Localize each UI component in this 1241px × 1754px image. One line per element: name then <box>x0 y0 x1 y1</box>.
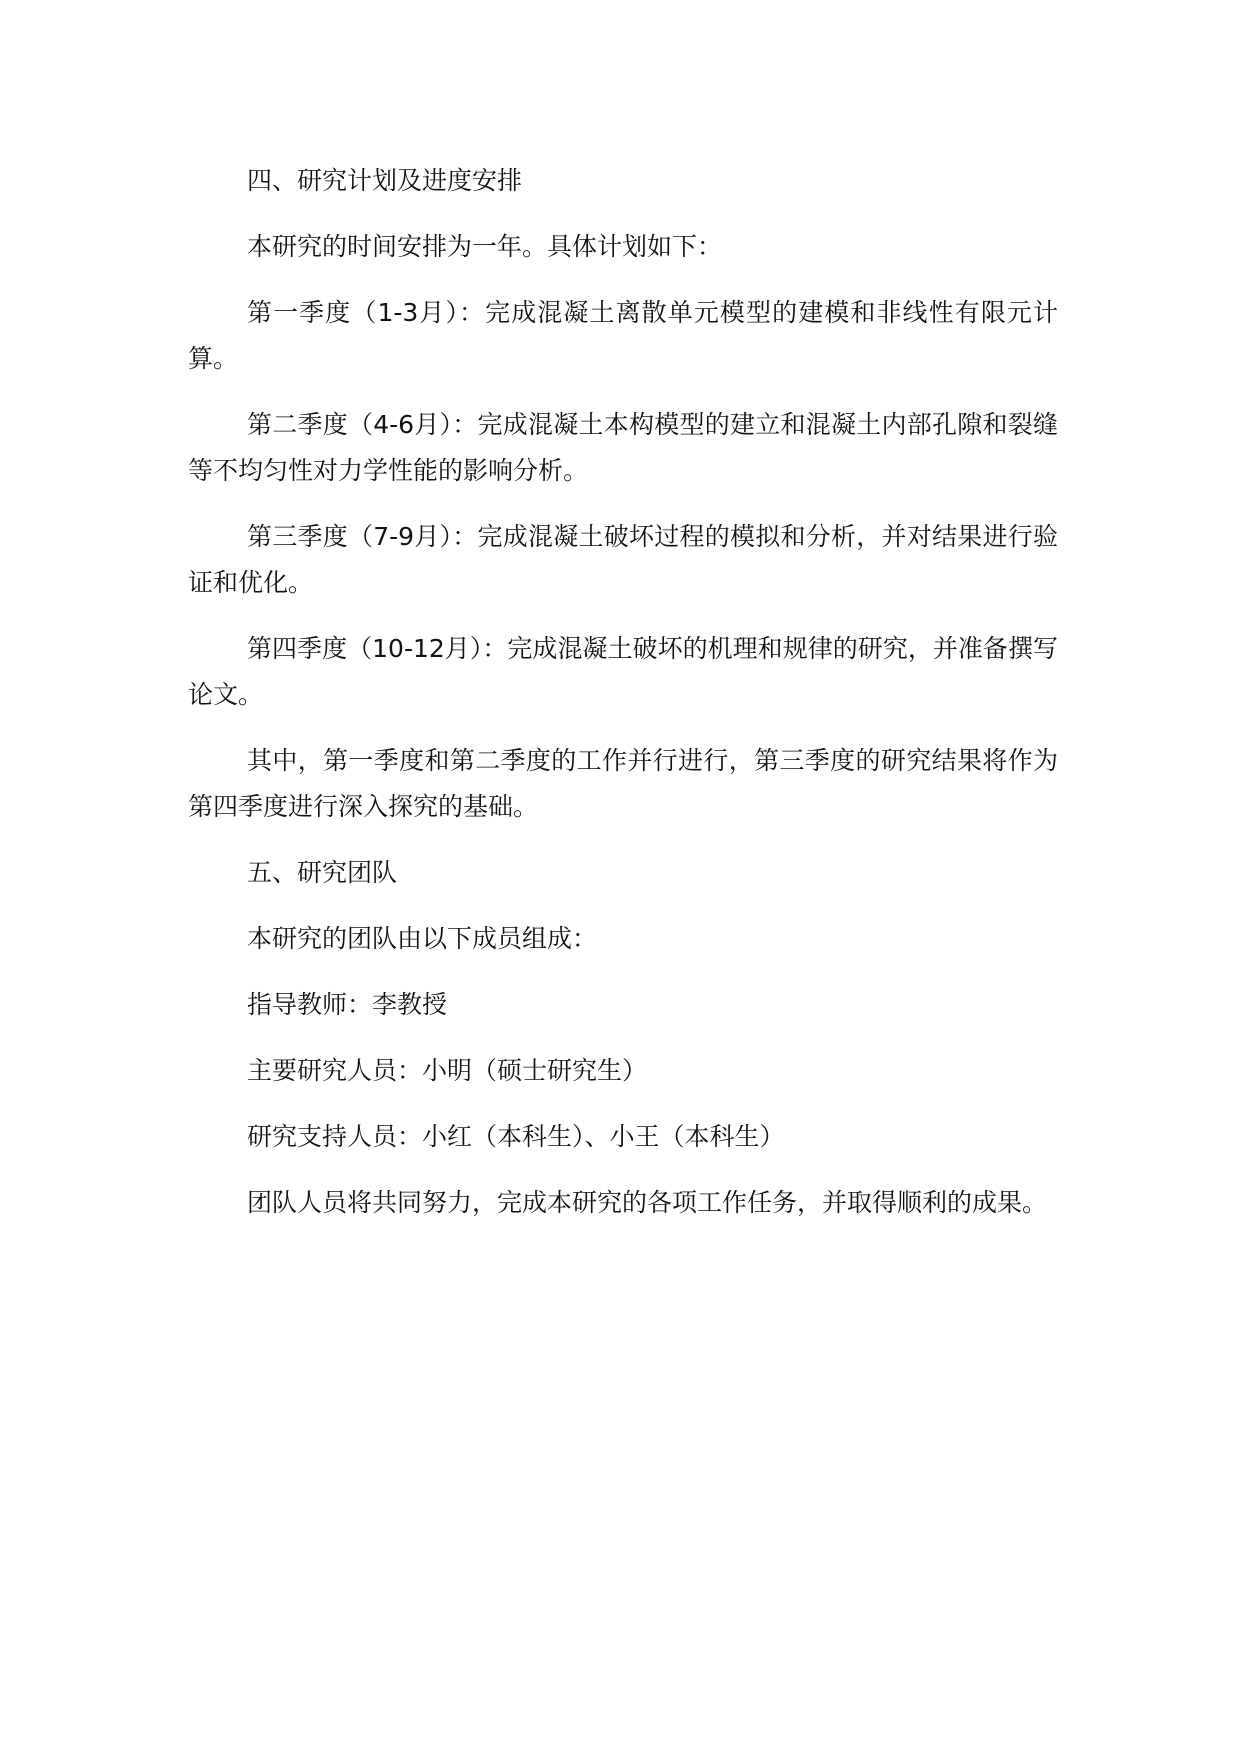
paragraph-advisor: 指导教师：李教授 <box>247 990 448 1019</box>
section-heading-research-team: 五、研究团队 <box>247 858 398 887</box>
paragraph-team-intro: 本研究的团队由以下成员组成： <box>247 924 598 953</box>
paragraph-quarter-3: 第三季度（7-9月）：完成混凝土破坏过程的模拟和分析，并对结果进行验证和优化。 <box>188 522 1058 597</box>
paragraph-quarter-1: 第一季度（1-3月）：完成混凝土离散单元模型的建模和非线性有限元计算。 <box>188 298 1058 373</box>
document-body <box>188 158 1058 1246</box>
paragraph-parallel-note: 其中，第一季度和第二季度的工作并行进行，第三季度的研究结果将作为第四季度进行深入探究的基础。 <box>188 746 1058 821</box>
paragraph-support-staff: 研究支持人员：小红（本科生）、小王（本科生） <box>247 1122 785 1151</box>
paragraph-main-researcher: 主要研究人员：小明（硕士研究生） <box>247 1056 648 1085</box>
section-heading-research-plan: 四、研究计划及进度安排 <box>247 166 523 195</box>
paragraph-quarter-4: 第四季度（10-12月）：完成混凝土破坏的机理和规律的研究，并准备撰写论文。 <box>188 634 1058 709</box>
paragraph-team-closing: 团队人员将共同努力，完成本研究的各项工作任务，并取得顺利的成果。 <box>247 1188 1048 1217</box>
paragraph-quarter-2: 第二季度（4-6月）：完成混凝土本构模型的建立和混凝土内部孔隙和裂缝等不均匀性对力学性能的影响分析。 <box>188 410 1058 485</box>
paragraph-schedule-intro: 本研究的时间安排为一年。具体计划如下： <box>247 232 723 261</box>
